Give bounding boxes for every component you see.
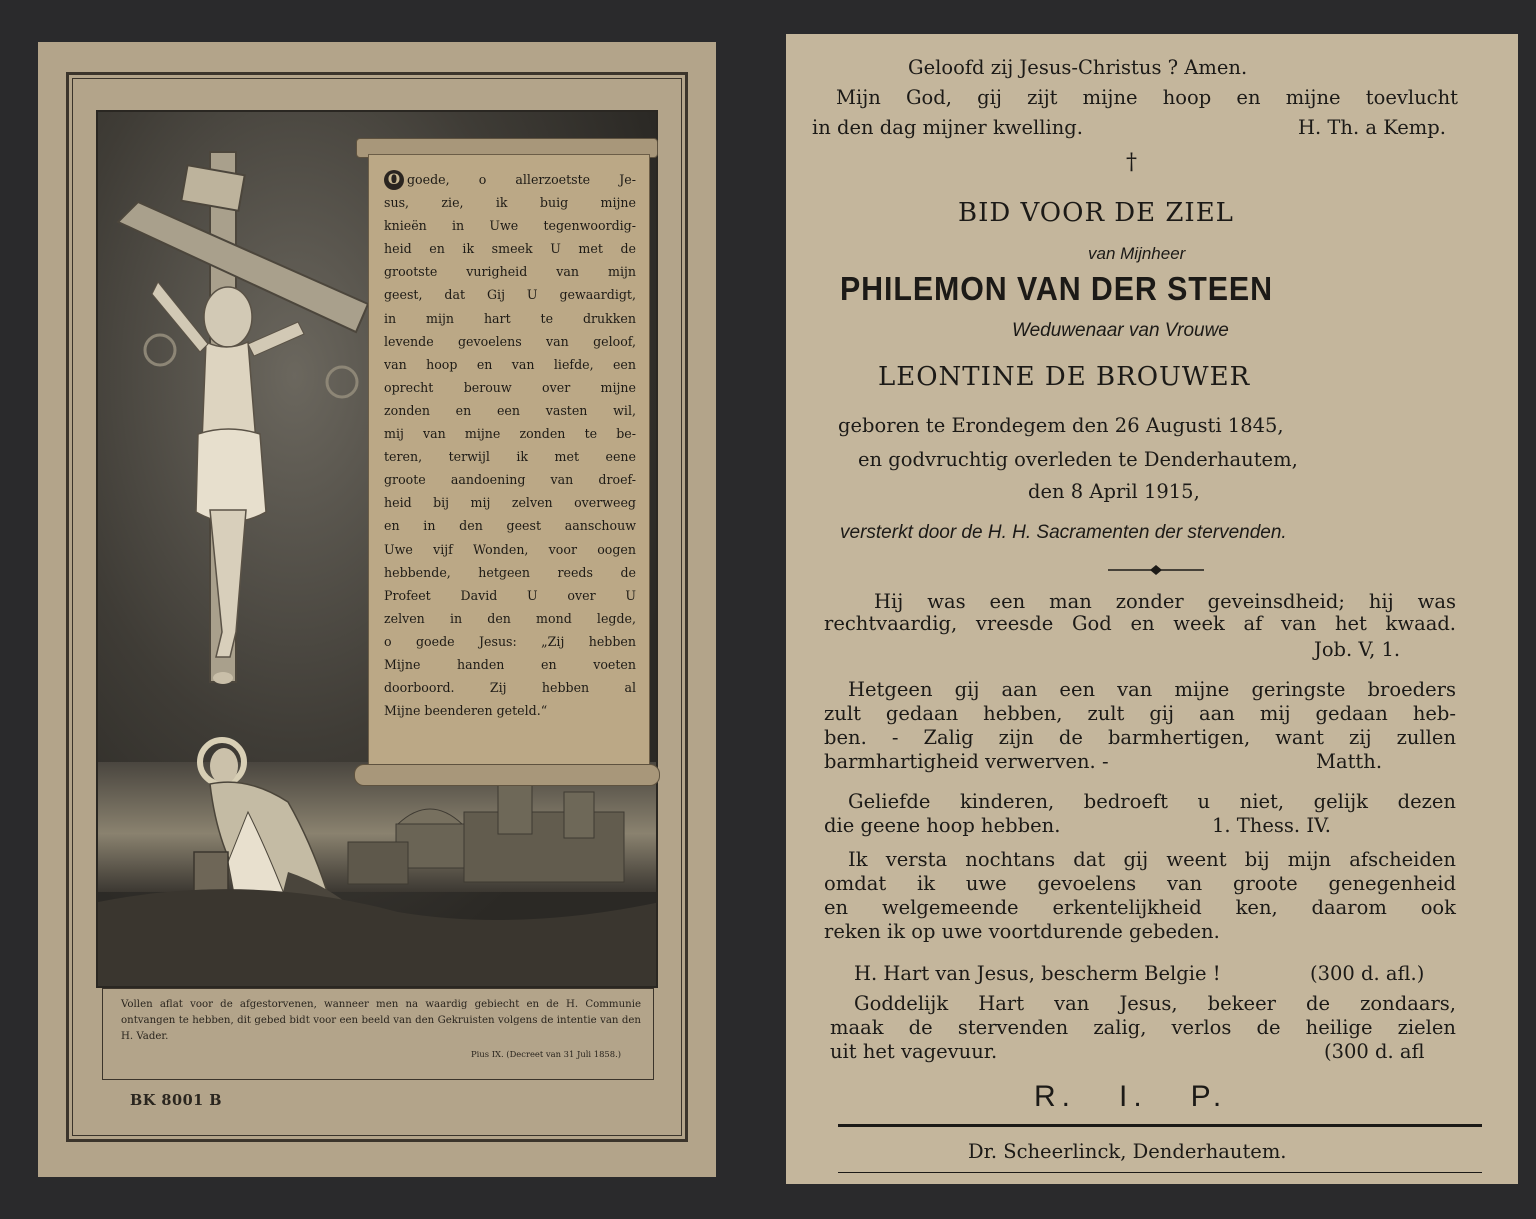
prayer2-line-2: maak de stervenden zalig, verlos de heilige zielen — [830, 1016, 1456, 1039]
prayer-line: grootste vurigheid van mijn — [384, 264, 636, 280]
date-line: den 8 April 1915, — [1028, 480, 1200, 503]
spouse-name: LEONTINE DE BROUWER — [878, 362, 1251, 392]
prayer-line: knieën in Uwe tegenwoordig- — [384, 218, 636, 234]
verse3-line-2: die geene hoop hebben. — [824, 814, 1061, 837]
verse1-line-1: Hij was een man zonder geveinsdheid; hij was — [874, 590, 1456, 613]
prayer-line: heid en ik smeek U met de — [384, 241, 636, 257]
bid-title: BID VOOR DE ZIEL — [958, 198, 1234, 228]
verse4-line-2: omdat ik uwe gevoelens van groote genegenheid — [824, 872, 1456, 895]
prayer-line: en in den geest aanschouw — [384, 518, 636, 534]
ornament-divider — [1108, 564, 1204, 576]
sacraments-line: versterkt door de H. H. Sacramenten der stervenden. — [840, 522, 1287, 543]
prayer2-line-1: Goddelijk Hart van Jesus, bekeer de zondaars, — [854, 992, 1456, 1015]
prayer-line: Uwe vijf Wonden, voor oogen — [384, 541, 636, 557]
memorial-card — [786, 34, 1518, 1184]
prayer-line: mij van mijne zonden te be- — [384, 426, 636, 442]
prayer-line: geest, dat Gij U gewaardigt, — [384, 287, 636, 303]
born-line: geboren te Erondegem den 26 Augusti 1845, — [838, 414, 1284, 437]
indulgence-notice — [102, 988, 654, 1080]
prayer-line: oprecht berouw over mijne — [384, 379, 636, 395]
header-line-3-left: in den dag mijner kwelling. — [812, 116, 1083, 139]
deceased-name: PHILEMON VAN DER STEEN — [840, 270, 1273, 307]
prayer-line: in mijn hart te drukken — [384, 310, 636, 326]
verse1-line-2: rechtvaardig, vreesde God en week af van het kwaad. — [824, 612, 1456, 635]
prayer-line: zelven in den mond legde, — [384, 610, 636, 626]
prayer-line: levende gevoelens van geloof, — [384, 333, 636, 349]
printer: Dr. Scheerlinck, Denderhautem. — [968, 1140, 1287, 1163]
print-code: BK 8001 B — [130, 1092, 223, 1109]
prayer-line: zonden en een vasten wil, — [384, 402, 636, 418]
prayer2-indulgence: (300 d. afl — [1324, 1040, 1425, 1063]
prayer-line: Profeet David U over U — [384, 587, 636, 603]
prayer-line: teren, terwijl ik met eene — [384, 449, 636, 465]
bottom-rule-thin — [838, 1172, 1482, 1173]
header-line-3-right: H. Th. a Kemp. — [1298, 116, 1446, 139]
header-line-1: Geloofd zij Jesus-Christus ? Amen. — [908, 56, 1248, 79]
van-mijnheer: van Mijnheer — [1088, 244, 1186, 263]
verse3-ref: 1. Thess. IV. — [1212, 814, 1331, 837]
widower-of: Weduwenaar van Vrouwe — [1012, 320, 1229, 341]
prayer-line: doorboord. Zij hebben al — [384, 680, 636, 696]
prayer-line: hebbende, hetgeen reeds de — [384, 564, 636, 580]
drop-cap: O — [384, 170, 404, 190]
verse2-line-3: ben. - Zalig zijn de barmhertigen, want zij zullen — [824, 726, 1456, 749]
header-line-2: Mijn God, gij zijt mijne hoop en mijne toevlucht — [836, 86, 1458, 109]
indulgence-text: Vollen aflat voor de afgestorvenen, wanneer men na waardig gebiecht en de H. Communie ontvangen te hebben, dit gebed bidt voor een beeld van den Gekruisten volgens de intentie van den H. Vader. — [121, 999, 641, 1043]
died-line: en godvruchtig overleden te Denderhautem, — [858, 448, 1298, 471]
prayer-line: heid bij mij zelven overweeg — [384, 495, 636, 511]
verse4-line-1: Ik versta nochtans dat gij weent bij mijn afscheiden — [848, 848, 1456, 871]
verse2-line-2: zult gedaan hebben, zult gij aan mij gedaan heb- — [824, 702, 1456, 725]
left-prayer-card — [38, 42, 716, 1177]
verse1-ref: Job. V, 1. — [1314, 638, 1401, 661]
prayer-line: groote aandoening van droef- — [384, 472, 636, 488]
scroll-bottom-roll — [354, 764, 660, 786]
verse3-line-1: Geliefde kinderen, bedroeft u niet, gelijk dezen — [848, 790, 1456, 813]
indulgence-source: Pius IX. (Decreet van 31 Juli 1858.) — [471, 1048, 621, 1059]
prayer1-indulgence: (300 d. afl.) — [1310, 962, 1425, 985]
prayer2-line-3: uit het vagevuur. — [830, 1040, 998, 1063]
prayer-line: Mijne handen en voeten — [384, 656, 636, 672]
prayer-line: sus, zie, ik buig mijne — [384, 195, 636, 211]
verse4-line-4: reken ik op uwe voortdurende gebeden. — [824, 920, 1220, 943]
cross-icon: † — [1126, 150, 1137, 175]
verse2-ref: Matth. — [1316, 750, 1383, 773]
verse2-line-4: barmhartigheid verwerven. - — [824, 750, 1109, 773]
prayer-line: Mijne beenderen geteld.“ — [384, 703, 548, 719]
rip: R. I. P. — [1034, 1080, 1228, 1113]
verse2-line-1: Hetgeen gij aan een van mijne geringste broeders — [848, 678, 1456, 701]
prayer-text — [384, 168, 636, 722]
prayer1-text: H. Hart van Jesus, bescherm Belgie ! — [854, 962, 1221, 985]
verse4-line-3: en welgemeende erkentelijkheid ken, daarom ook — [824, 896, 1456, 919]
prayer-line: goede, o allerzoetste Je- — [407, 172, 636, 187]
prayer-line: o goede Jesus: „Zij hebben — [384, 633, 636, 649]
bottom-rule — [838, 1124, 1482, 1127]
prayer-line: van hoop en van liefde, een — [384, 356, 636, 372]
